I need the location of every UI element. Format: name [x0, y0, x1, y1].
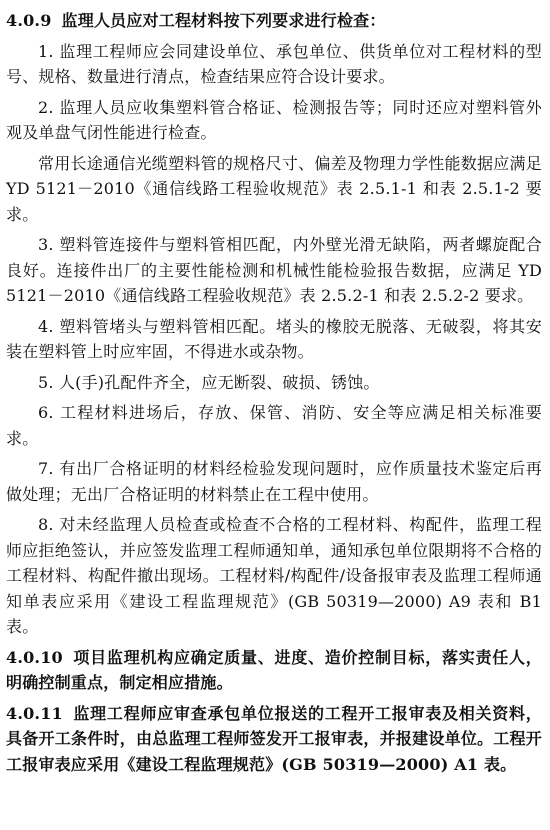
clause-heading-text: 监理人员应对工程材料按下列要求进行检查：: [61, 11, 386, 30]
clause-4-0-9-item-8: 8. 对未经监理人员检查或检查不合格的工程材料、构配件，监理工程师应拒绝签认，并应签发监理工程师通知单，通知承包单位限期将不合格的工程材料、构配件撤出现场。工程材料/构配件/设备报审表及监理工程师通知单表应采用《建设工程监理规范》(GB 50319—2000) A9 表和 B1 表。: [6, 515, 542, 636]
clause-4-0-9-item-1: 1. 监理工程师应会同建设单位、承包单位、供货单位对工程材料的型号、规格、数量进行清点，检查结果应符合设计要求。: [6, 41, 542, 86]
clause-heading-text: 监理工程师应审查承包单位报送的工程开工报审表及相关资料，具备开工条件时，由总监理工程师签发开工报审表，并报建设单位。工程开工报审表应采用《建设工程监理规范》(GB 50319—2000) A1 表。: [6, 703, 542, 774]
clause-4-0-9-item-4: 4. 塑料管堵头与塑料管相匹配。堵头的橡胶无脱落、无破裂，将其安装在塑料管上时应牢固，不得进水或杂物。: [6, 316, 542, 361]
clause-4-0-9-item-2: 2. 监理人员应收集塑料管合格证、检测报告等；同时还应对塑料管外观及单盘气闭性能进行检查。: [6, 97, 542, 142]
clause-4-0-11: [6, 701, 542, 778]
clause-number: 4.0.9: [6, 11, 52, 30]
clause-4-0-9-item-3: 3. 塑料管连接件与塑料管相匹配，内外壁光滑无缺陷，两者螺旋配合良好。连接件出厂的主要性能检测和机械性能检验报告数据，应满足 YD 5121－2010《通信线路工程验收规范》表 2.5.2-1 和表 2.5.2-2 要求。: [6, 235, 542, 305]
clause-4-0-9-heading: [6, 8, 542, 34]
document-page: [6, 8, 542, 782]
clause-heading-text: 项目监理机构应确定质量、进度、造价控制目标，落实责任人，明确控制重点，制定相应措施。: [6, 647, 542, 692]
clause-4-0-10: [6, 645, 542, 696]
clause-4-0-9-item-7: 7. 有出厂合格证明的材料经检验发现问题时，应作质量技术鉴定后再做处理；无出厂合格证明的材料禁止在工程中使用。: [6, 459, 542, 504]
clause-number: 4.0.11: [6, 703, 63, 723]
clause-4-0-9-item-2-note: 常用长途通信光缆塑料管的规格尺寸、偏差及物理力学性能数据应满足 YD 5121－2010《通信线路工程验收规范》表 2.5.1-1 和表 2.5.1-2 要求。: [6, 153, 542, 224]
clause-number: 4.0.10: [6, 647, 63, 667]
clause-4-0-9-item-5: 5. 人(手)孔配件齐全，应无断裂、破损、锈蚀。: [38, 372, 380, 392]
clause-4-0-9-item-6: 6. 工程材料进场后，存放、保管、消防、安全等应满足相关标准要求。: [6, 403, 542, 448]
